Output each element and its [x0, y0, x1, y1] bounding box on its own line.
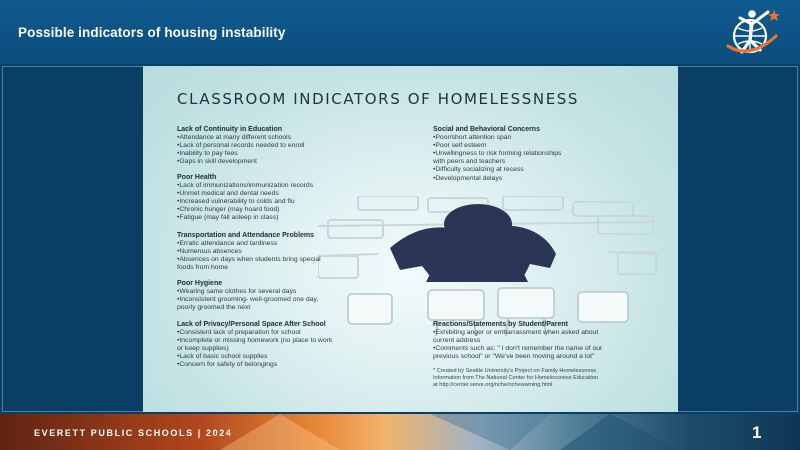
- section-poor-health: Poor Health •Lack of immunizations/immunization records •Unmet medical and dental needs •Increased vulnerability to colds and flu •Chronic hunger (may hoard food) •Fatigue (may fall asleep in class): [177, 174, 314, 222]
- slide-header: [0, 0, 800, 64]
- section-transportation-attendance: Transportation and Attendance Problems •Erratic attendance and tardiness •Numerous absences •Absences on days when students bring special foods from home: [177, 232, 321, 272]
- footer-decorative-shape: [560, 414, 680, 450]
- homelessness-indicators-infographic: [143, 66, 678, 412]
- infographic-footnote: * Created by Seattle University's Project on Family Homelessness Information from The National Center for Homelessness Education at http://center.serve.org/nche/nchewarning.html: [433, 368, 598, 389]
- footer-organization-year: EVERETT PUBLIC SCHOOLS | 2024: [34, 428, 233, 438]
- section-poor-hygiene: Poor Hygiene •Wearing same clothes for several days •Inconsistent grooming- well-groomed one day, poorly groomed the next: [177, 280, 319, 312]
- footer-decorative-shape: [220, 414, 340, 450]
- infographic-title: CLASSROOM INDICATORS OF HOMELESSNESS: [177, 90, 580, 108]
- slide-footer: [0, 414, 800, 450]
- student-asleep-at-desk-illustration: [318, 196, 658, 336]
- footer-decorative-shape: [430, 414, 550, 450]
- section-reactions-statements: Reactions/Statements by Student/Parent •Exhibiting anger or embarrassment when asked about current address •Comments such as: " I don't remember the name of our previous school" or "We've been moving around a lot": [433, 321, 603, 361]
- district-logo-icon: [722, 6, 782, 60]
- slide-title: Possible indicators of housing instability: [18, 25, 286, 40]
- section-social-behavioral: Social and Behavioral Concerns •Poor/short attention span •Poor self esteem •Unwillingness to risk forming relationships with peers and teachers •Difficulty socializing at recess •Developmental delays: [433, 126, 562, 182]
- section-lack-of-privacy: Lack of Privacy/Personal Space After School •Consistent lack of preparation for school •Incomplete or missing homework (no place to work or keep supplies) •Lack of basic school supplies •Concern for safety of belongings: [177, 321, 333, 369]
- section-lack-of-continuity: Lack of Continuity in Education •Attendance at many different schools •Lack of personal records needed to enroll •Inability to pay fees •Gaps in skill development: [177, 126, 305, 166]
- slide-number: 1: [752, 423, 762, 442]
